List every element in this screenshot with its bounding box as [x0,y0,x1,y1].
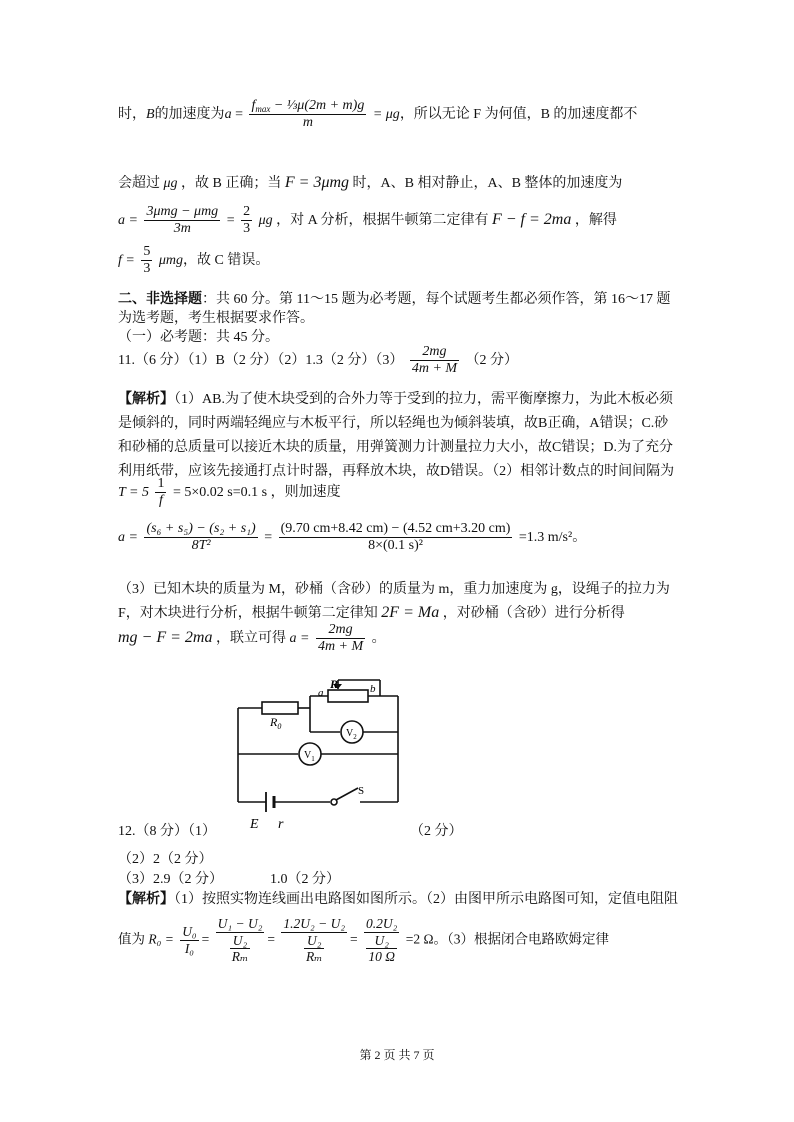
q12-exp-tag: 【解析】 [118,892,174,907]
q12-f3dd: Rₘ [305,949,323,965]
label-b: b [370,683,376,695]
q11-exp2: 是倾斜的，同时两端轻绳应与木板平行，所以轻绳也为倾斜装填，故B正确，A错误；C.砂 [118,416,669,431]
q11-head [118,344,518,377]
q11-T-frac [155,476,166,509]
q11-p3d-line [118,622,386,655]
q11-a-res: =1.3 m/s² [518,529,573,545]
q11-fin-num: 2mg [328,622,353,637]
label-s: S [358,785,365,797]
q12-f2dd: Rₘ [231,949,249,965]
p1-num-rest: − ⅓μ(2m + m)g [270,98,365,113]
q11-a-num2: (9.70 cm+8.42 cm) − (4.52 cm+3.20 cm) [280,521,511,536]
q11-exp1 [118,388,673,408]
p4-frac [141,244,152,277]
q11-a-den: 8T² [144,537,257,554]
q12-f2n: U₁ − U₂ [217,916,263,931]
q11-a-den2: 8×(0.1 s)² [279,537,513,554]
label-r-internal: r [278,817,284,832]
p4-res: μmg [158,252,183,268]
q12-l3b: 1.0（2 分） [270,872,340,887]
p3-line [118,204,617,237]
p1-res: = μg [372,106,400,122]
q11-T-post: = 5×0.02 s=0.1 s [172,484,268,500]
label-a: a [318,687,324,699]
p4-text: ，故 C 错误。 [182,252,270,268]
q11-a-line [118,521,586,554]
p3-frac2 [241,204,252,237]
q12-f4dn: U₂ [374,932,389,948]
q12-f3dn: U₂ [306,932,322,948]
q12-r0: R₀ = [148,931,174,947]
q11-score: （2 分） [465,352,519,368]
q11-T-fn: 1 [157,476,165,491]
q12-val-pre: 值为 [118,931,145,947]
sec2-line1 [118,288,670,308]
p1-fraction [249,98,366,131]
q11-T-text: ，则加速度 [270,484,341,500]
q12-post: 。（3）根据闭合电路欧姆定律 [433,931,609,947]
q11-fin-frac [316,622,365,655]
q11-head-text: 11.（6 分）（1）B（2 分）（2）1.3（2 分）（3） [118,352,404,368]
q12-head-text: 12.（8 分）（1） [118,824,216,839]
q11-a-eq: = [264,529,273,545]
p3-res: μg [258,212,273,228]
p1-num: f [251,98,256,113]
q12-l2: （2）2（2 分） [118,852,213,867]
q12-exp1 [118,888,678,908]
q11-head-den: 4m + M [411,361,458,377]
q11-p3b: F，对木块进行分析，根据牛顿第二定律知 [118,606,378,621]
q11-a-frac2 [279,521,513,554]
q11-law2: mg − F = 2ma [118,628,213,646]
label-r0: $R_0$ [270,715,282,731]
q12-l3a: （3）2.9（2 分） [118,872,223,887]
page-footer: 第 2 页 共 7 页 [359,1048,435,1062]
label-r: R [330,677,339,691]
q11-p3d: ，联立可得 [215,630,286,646]
q12-f4n: 0.2U₂ [366,916,398,931]
label-v1: $V_1$ [304,750,315,763]
q12-res: =2 Ω [405,931,434,947]
q11-a-end: 。 [572,529,587,545]
p3-text: ，对 A 分析，根据牛顿第二定律有 [276,212,489,228]
sec2-line2: 为选考题，考生根据要求作答。 [118,311,314,326]
sec2-title: 二、非选择题 [118,291,202,307]
p3-law: F − f = 2ma [491,210,572,228]
r0-resistor [262,702,298,714]
q12-exp1-text: （1）按照实物连线画出电路图如图所示。（2）由图甲所示电路图可知，定值电阻阻 [174,892,678,907]
p1-post: ，所以无论 F 为何值，B 的加速度都不 [399,106,638,122]
p3-frac1 [144,204,220,237]
q11-a-frac1 [144,521,257,554]
p3-eq2: = [226,212,235,228]
label-e: E [250,817,259,832]
rheostat-r [328,690,368,702]
p3-fn: 2 [243,204,251,219]
p1-pre: 时， [118,106,146,122]
q11-p3c: ，对砂桶（含砂）进行分析得 [442,606,625,621]
q11-exp-tag: 【解析】 [118,392,174,407]
p3-fd: 3 [243,221,251,237]
q12-formula: 值为 R₀ = $\frac{\text{U₀}}{\text{I₀}}$ = $\frac{\text{U₁ − U₂}}{\frac{\text{U₂}}{\text{Rₘ}}}$ = $\frac{\text{1.2U₂ − U₂}}{\frac{\text{U₂}}{\text{Rₘ}}}$ = $\frac{\text{0.2U₂}}{\frac{\text{U₂}}{10 \Omega}}$ =2 Ω。（3）根据闭合电路欧姆定律 [118,916,609,965]
q11-law1: 2F = Ma [381,604,440,621]
p3-end: ，解得 [574,212,617,228]
sec2-l1: ：共 60 分。第 11～15 题为必考题，每个试题考生都必须作答，第 16～17 题 [202,292,671,307]
q11-exp4: 利用纸带，应该先接通打点计时器，再释放木块，故D错误。（2）相邻计数点的时间间隔为 [118,464,675,479]
q12-f1d: I₀ [180,940,198,957]
q11-p3a: （3）已知木块的质量为 M，砂桶（含砂）的质量为 m，重力加速度为 g，设绳子的拉力为 [118,582,670,597]
q11-T-pre: T = 5 [118,484,149,500]
p4-feq: f = [118,252,135,268]
p3-den: 3m [144,220,220,237]
q11-a-num: (s₆ + s₅) − (s₂ + s₁) [146,521,256,536]
q12-l3 [118,868,340,888]
p2-text3: 时，A、B 相对静止，A、B 整体的加速度为 [352,176,623,191]
p3-aeq: a = [118,212,138,228]
q12-f2dn: U₂ [232,932,248,948]
p2-line [118,172,622,192]
p1-mid: 的加速度为 [154,106,225,122]
q11-head-num: 2mg [422,344,447,359]
q11-fin-end: 。 [371,630,386,646]
p1-num-sub: max [255,104,271,114]
q11-fin-den: 4m + M [317,639,364,655]
q11-T-fd: f [155,492,166,509]
p1-line: 时，B的加速度为a = $\frac{f_{max} - \frac{1}{3}\mu(2m + m)g}{m}$ = μg，所以无论 F 为何值，B 的加速度都不 [118,98,638,131]
p4-fd: 3 [143,261,151,277]
p1-den: m [249,114,366,131]
circuit-diagram [230,676,420,836]
q11-head-frac [410,344,459,377]
p2-text1: 会超过 [118,176,160,191]
q11-exp1-text: （1）AB.为了使木块受到的合外力等于受到的拉力，需平衡摩擦力，为此木板必须 [174,392,673,407]
p2-cond: F = 3μmg [284,174,350,191]
sec2-line3: （一）必考题：共 45 分。 [118,330,279,345]
q11-p3b-line [118,602,625,622]
q12-f1n: U₀ [182,924,197,940]
q12-frac3 [281,916,347,965]
q11-a-pre: a = [118,529,138,545]
p1-b: B [146,106,155,122]
q12-head [118,820,216,840]
q12-f4dd: 10 Ω [368,949,395,965]
p2-text2: ，故 B 正确；当 [181,176,282,191]
label-v2: $V_2$ [346,728,357,741]
p3-num: 3μmg − μmg [146,204,219,219]
q12-f3n: 1.2U₂ − U₂ [283,916,346,931]
q11-fin-pre: a = [289,630,310,646]
q12-frac1 [180,924,198,956]
q12-frac4 [364,916,399,965]
p4-fn: 5 [143,244,151,259]
p4-line [118,244,269,277]
q11-T-line [118,476,341,509]
p2-mug: μg [163,176,178,191]
q12-score1: （2 分） [410,824,463,839]
q12-frac2 [216,916,265,965]
q11-exp3: 和砂桶的总质量可以接近木块的质量，用弹簧测力计测量拉力大小，故C错误；D.为了充分 [118,440,673,455]
